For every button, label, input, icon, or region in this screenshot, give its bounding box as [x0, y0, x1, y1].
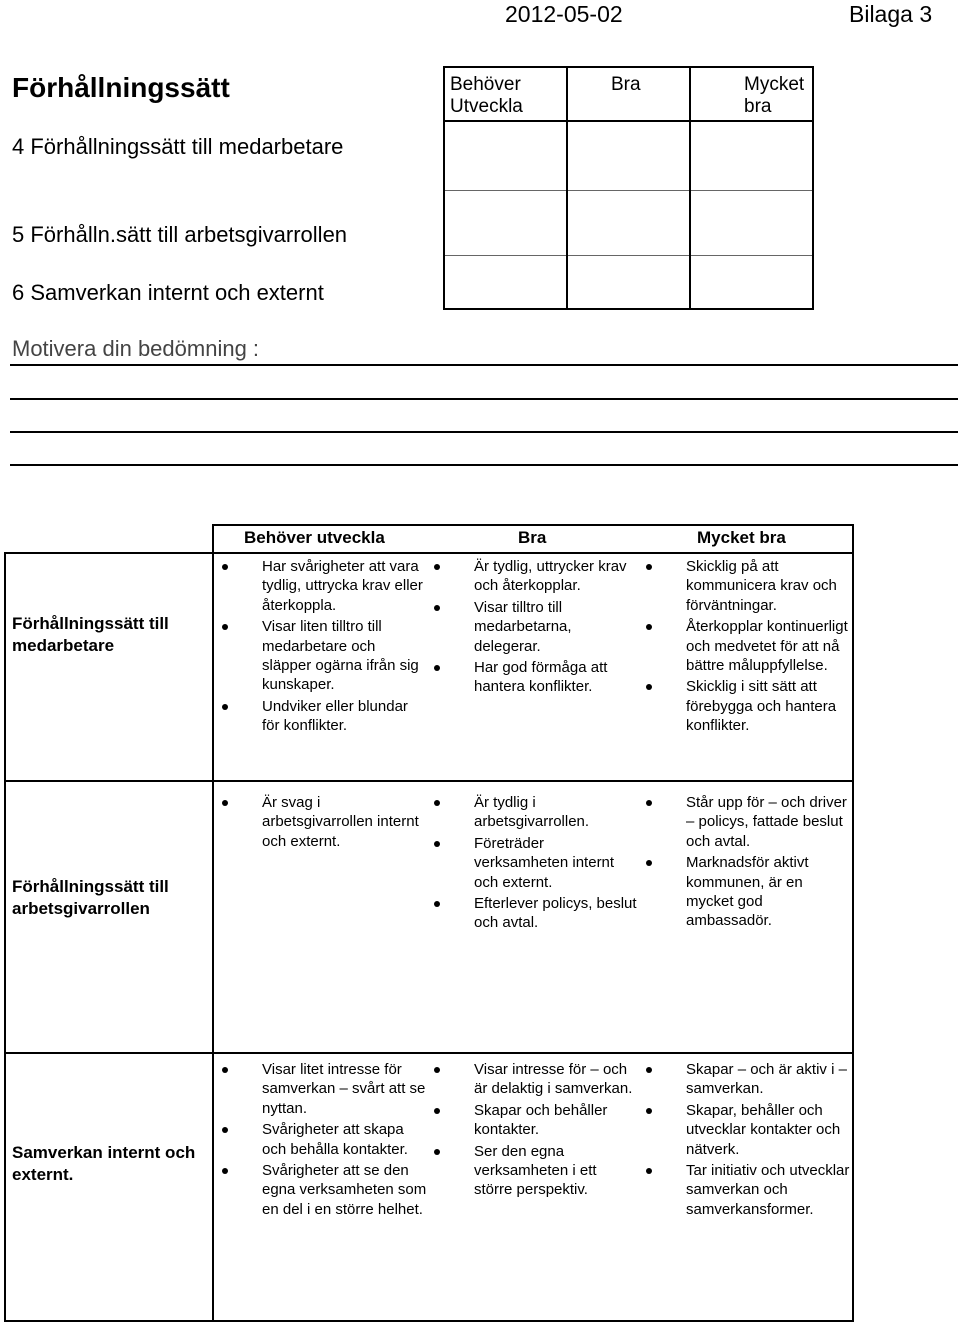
row1-mycket-list [636, 557, 851, 738]
row2-bra-list [424, 793, 639, 935]
rating-header-mycket-bra: Mycket bra [744, 74, 805, 117]
appendix-label: Bilaga 3 [849, 1, 933, 27]
row3-bra-list [424, 1060, 639, 1202]
list-item: Undviker eller blundar för konflikter. [212, 697, 427, 736]
row3-mycket-list [636, 1060, 851, 1221]
list-item: Skapar, behåller och utvecklar kontakter och nätverk. [636, 1101, 851, 1159]
list-item: Tar initiativ och utvecklar samverkan och samverkansformer. [636, 1161, 851, 1219]
rating-header-bra: Bra [611, 74, 641, 95]
list-item: Marknadsför aktivt kommunen, är en mycket god ambassadör. [636, 853, 851, 931]
document-date: 2012-05-02 [505, 1, 623, 27]
list-item: Ser den egna verksamheten i ett större perspektiv. [424, 1142, 639, 1200]
list-item: Skicklig på att kommunicera krav och förväntningar. [636, 557, 851, 615]
list-item: Är svag i arbetsgivarrollen internt och externt. [212, 793, 427, 851]
list-item: Svårigheter att skapa och behålla kontakter. [212, 1120, 427, 1159]
list-item: Har svårigheter att vara tydlig, uttrycka krav eller återkoppla. [212, 557, 427, 615]
list-item: Är tydlig, uttrycker krav och återkopplar. [424, 557, 639, 596]
row-header-arbetsgivarrollen: Förhållningssätt till arbetsgivarrollen [12, 877, 169, 918]
criterion-5: 5 Förhålln.sätt till arbetsgivarrollen [12, 222, 348, 247]
list-item: Skapar – och är aktiv i – samverkan. [636, 1060, 851, 1099]
list-item: Har god förmåga att hantera konflikter. [424, 658, 639, 697]
list-item: Är tydlig i arbetsgivarrollen. [424, 793, 639, 832]
row2-behover-list [212, 793, 427, 853]
list-item: Efterlever policys, beslut och avtal. [424, 894, 639, 933]
row-header-samverkan: Samverkan internt och externt. [12, 1143, 196, 1184]
criterion-6: 6 Samverkan internt och externt [12, 280, 324, 305]
column-header-behover-utveckla: Behöver utveckla [244, 528, 385, 547]
column-header-mycket-bra: Mycket bra [697, 528, 786, 547]
list-item: Står upp för – och driver – policys, fattade beslut och avtal. [636, 793, 851, 851]
row1-behover-list [212, 557, 427, 738]
list-item: Visar tilltro till medarbetarna, delegerar. [424, 598, 639, 656]
list-item: Skicklig i sitt sätt att förebygga och hantera konflikter. [636, 677, 851, 735]
row3-behover-list [212, 1060, 427, 1221]
list-item: Skapar och behåller kontakter. [424, 1101, 639, 1140]
row-header-medarbetare: Förhållningssätt till medarbetare [12, 614, 169, 655]
list-item: Återkopplar kontinuerligt och medvetet för att nå bättre måluppfyllelse. [636, 617, 851, 675]
list-item: Visar litet intresse för samverkan – svårt att se nyttan. [212, 1060, 427, 1118]
list-item: Svårigheter att se den egna verksamheten som en del i en större helhet. [212, 1161, 427, 1219]
list-item: Företräder verksamheten internt och externt. [424, 834, 639, 892]
column-header-bra: Bra [518, 528, 547, 547]
row2-mycket-list [636, 793, 851, 933]
page-title: Förhållningssätt [12, 72, 230, 103]
criterion-4: 4 Förhållningssätt till medarbetare [12, 134, 344, 159]
row1-bra-list [424, 557, 639, 699]
rating-header-behover-utveckla: Behöver Utveckla [450, 74, 523, 117]
motivera-label: Motivera din bedömning : [12, 336, 260, 361]
list-item: Visar intresse för – och är delaktig i samverkan. [424, 1060, 639, 1099]
list-item: Visar liten tilltro till medarbetare och släpper ogärna ifrån sig kunskaper. [212, 617, 427, 695]
